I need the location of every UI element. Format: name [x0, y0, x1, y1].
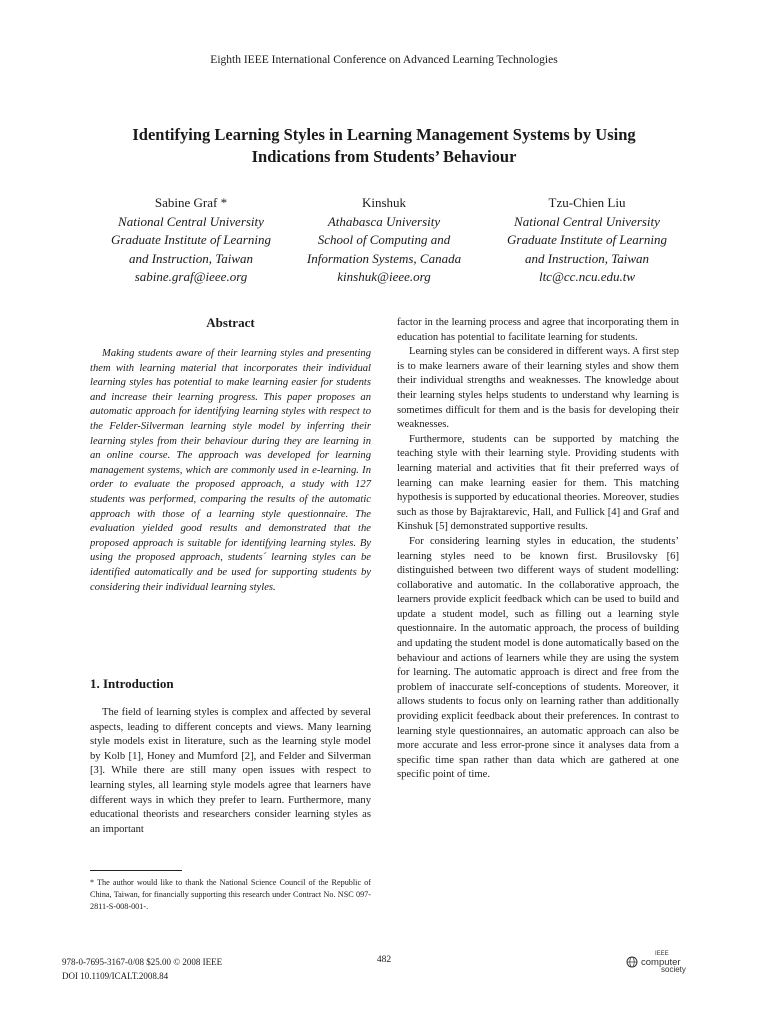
introduction-body	[90, 706, 371, 837]
footer-info	[62, 955, 222, 983]
page-number: 482	[376, 955, 392, 965]
logo-text-society: society	[661, 965, 686, 974]
author-block	[482, 194, 692, 287]
title-line-1: Identifying Learning Styles in Learning Management Systems by Using	[132, 125, 636, 144]
author-name: Kinshuk	[361, 195, 407, 210]
author-affiliation: and Instruction, Taiwan	[128, 250, 254, 266]
right-column	[397, 316, 679, 783]
abstract-body	[90, 347, 371, 595]
footer-doi: DOI 10.1109/ICALT.2008.84	[62, 971, 169, 981]
author-name: Tzu-Chien Liu	[548, 195, 626, 210]
author-email: sabine.graf@ieee.org	[134, 269, 248, 284]
author-affiliation: Graduate Institute of Learning	[111, 232, 271, 247]
logo-text-computer: computer	[641, 956, 681, 968]
abstract-heading: Abstract	[206, 315, 255, 330]
author-block	[282, 194, 486, 287]
title-line-2: Indications from Students’ Behaviour	[251, 147, 517, 166]
conference-header: Eighth IEEE International Conference on Advanced Learning Technologies	[210, 54, 558, 66]
author-name: Sabine Graf *	[154, 195, 228, 210]
body-paragraph: Learning styles can be considered in different ways. A first step is to make learners aware of their learning styles and show them their individual strengths and weaknesses. The knowledge about their learning styles helps students to understand why learning is sometimes difficult for them and is the basis for developing their weaknesses.	[397, 346, 679, 431]
author-affiliation: School of Computing and	[317, 232, 451, 247]
author-email: kinshuk@ieee.org	[337, 269, 431, 284]
abstract-paragraph: Making students aware of their learning styles and presenting them with learning material that incorporates their individual learning styles has potential to make learning easier for students and increase their learning progress. This paper proposes an automatic approach for identifying learning styles with respect to the Felder-Silverman learning style model by inferring their learning styles from their behaviour during they are learning in an online course. The approach was developed for learning management systems, which are commonly used in e-learning. In order to evaluate the proposed approach, a study with 127 students was performed, comparing the results of the automatic approach with those of a learning style questionnaire. The evaluation yielded good results and demonstrated that the proposed approach is suitable for identifying learning styles. By using the proposed approach, students´ learning styles can be identified automatically and be used for supporting students by considering their individual learning styles.	[90, 348, 371, 593]
introduction-heading: 1. Introduction	[90, 676, 174, 691]
ieee-computer-society-logo	[626, 951, 686, 974]
author-affiliation: Athabasca University	[327, 213, 441, 229]
author-affiliation: National Central University	[514, 213, 660, 229]
author-affiliation: Graduate Institute of Learning	[507, 232, 667, 247]
footnote-rule	[90, 870, 182, 871]
body-paragraph: factor in the learning process and agree that incorporating them in education has potential to facilitate learning for students.	[397, 317, 679, 343]
author-email: ltc@cc.ncu.edu.tw	[538, 269, 636, 284]
footer-isbn: 978-0-7695-3167-0/08 $25.00 © 2008 IEEE	[62, 957, 223, 967]
introduction-paragraph: The field of learning styles is complex and affected by several aspects, leading to different concepts and views. Many learning style models exist in literature, such as the learning style model by Kolb [1], Honey and Mumford [2], and Felder and Silverman [3]. While there are still many open issues with respect to learning styles, all learning style models agree that learners have different ways in which they prefer to learn. Furthermore, many educational theorists and researchers consider learning styles as an important	[90, 707, 371, 835]
author-block	[82, 194, 300, 287]
author-affiliation: and Instruction, Taiwan	[524, 250, 650, 266]
logo-text-ieee: IEEE	[655, 951, 669, 957]
author-affiliation: National Central University	[118, 213, 264, 229]
body-paragraph: For considering learning styles in education, the students’ learning styles need to be known first. Brusilovsky [6] distinguished between two different ways of student modelling: collaborative and automatic. In the collaborative approach, the learners provide explicit feedback which can be used to build and update a student model, such as filling out a learning style questionnaire. In the automatic approach, the process of building and updating the student model is done automatically based on the behaviour and actions of learners while they are using the system for learning. The automatic approach is direct and free from the problem of inaccurate self-conceptions of students. Moreover, it allows students to focus only on learning rather than additionally providing explicit feedback about their preferences. In contrast to learning style questionnaires, an automatic approach can also be more accurate and less error-prone since it analyses data from a specific time span rather than data which are gathered at one specific point of time.	[397, 535, 679, 781]
author-affiliation: Information Systems, Canada	[306, 250, 462, 266]
body-paragraph: Furthermore, students can be supported by matching the teaching style with their learning style. Providing students with learning material and activities that fit their preferred ways of learning can make learning easier for them. This matching hypothesis is supported by educational theories. Moreover, studies such as those by Bajraktarevic, Hall, and Fullick [4] and Graf and Kinshuk [5] demonstrated supportive results.	[397, 433, 679, 533]
footnote: * The author would like to thank the National Science Council of the Republic of China, Taiwan, for financially supporting this research under Contract No. NSC 097-2811-S-008-001-.	[90, 878, 371, 911]
globe-icon	[626, 956, 638, 968]
paper-title	[80, 124, 688, 168]
